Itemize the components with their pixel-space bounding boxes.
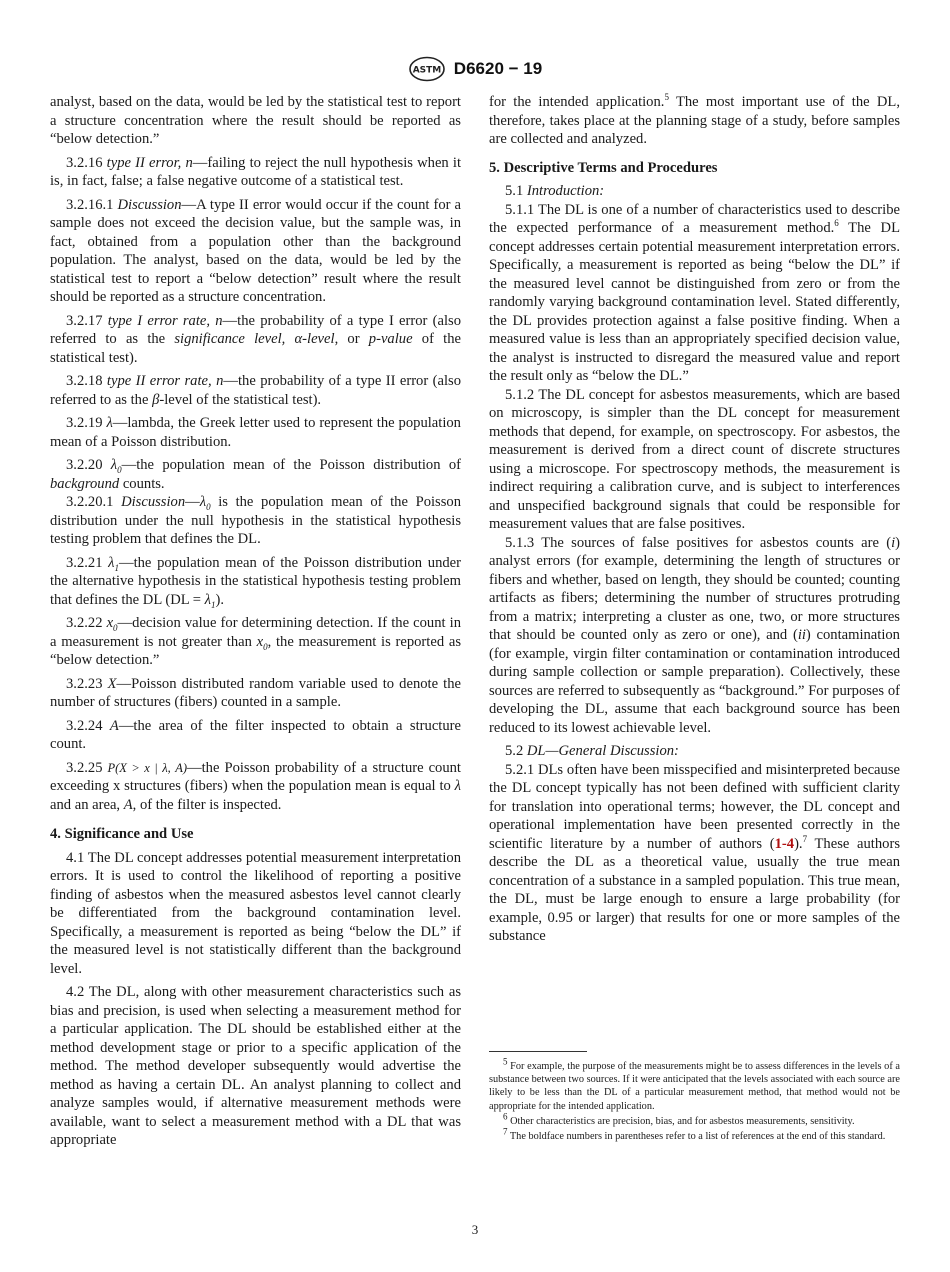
footnote-6: $^6$ Other characteristics are precision, bias, and for asbestos measurements, sensitivity. [503, 1111, 855, 1127]
footnote-marker-5: 5 [664, 92, 669, 103]
footnote-marker-6: 6 [834, 218, 839, 229]
footnote-marker-7: 7 [802, 833, 808, 844]
left-column [50, 93, 461, 1155]
paragraph-5-1-1: 5.1.1 The DL is one of a number of characteristics used to describe the expected performance of a measurement method.$^6$ The DL concept addresses certain potential measurement interpretation errors. Specifically, a measurement is reported as being “below the DL” if the measured level cannot be distinguished from zero or from the randomly varying background contamination level. Stated differently, the DL provides protection against a false positive finding. When a measured value is less than an appropriately specified decision value, the analyst is instructed to disregard the measured value and report the result only as “below the DL.” [489, 201, 900, 384]
definition-3-2-18: 3.2.18 type II error rate, n—the probability of a type II error (also referred to as the β-level of the statistical test). [50, 373, 462, 408]
document-number: D6620 − 19 [453, 59, 543, 78]
discussion-3-2-20-1: 3.2.20.1 $Discussion—\lambda_0$ is the population mean of the Poisson distribution under the null hypothesis in the statistical hypothesis testing problem that defines the DL. [50, 494, 462, 547]
subheading-5-1: 5.1 Introduction: [505, 183, 605, 199]
discussion-3-2-16-1: 3.2.16.1 Discussion—A type II error would occur if the count for a sample does not exceed the decision value, but the sample was, in fact, obtained from a population other than the background population. The analyst, based on the data, would be led by the statistical test to report a “below detection” result where the result should be reported as a structure concentration. [50, 196, 461, 305]
section-heading-4: 4. Significance and Use [50, 826, 194, 842]
footnote-divider [489, 1051, 587, 1052]
definition-3-2-21: 3.2.21 $\lambda_1—the$ population mean of the Poisson distribution under the alternative hypothesis in the statistical hypothesis testing problem that defines the DL $(DL = \lambda_1)$. [50, 554, 461, 610]
paragraph-continued-right: for the intended application.$^5$ The most important use of the DL, therefore, takes place at the planning stage of a study, before samples are collected and analyzed. [489, 92, 900, 147]
subheading-5-2: 5.2 DL—General Discussion: [505, 743, 679, 759]
definition-3-2-17: 3.2.17 type I error rate, n—the probability of a type I error (also referred to as the significance level, α-level, or p-value of the statistical test). [50, 312, 461, 366]
paragraph-4-1: 4.1 The DL concept addresses potential measurement interpretation errors. It is used to control the likelihood of reporting a positive finding of asbestos when the measured asbestos level cannot clearly be differentiated from the background contamination level. Specifically, a measurement is reported as being “below the DL” if the measured level is not statistically different than the background level. [50, 849, 461, 977]
definition-3-2-25: 3.2.25 P(X > x | λ, A)—the Poisson probability of a structure count exceeding x structures (fibers) when the population mean is equal to λ and an area, A, of the filter is inspected. [50, 759, 461, 813]
definition-3-2-23: 3.2.23 X—Poisson distributed random variable used to denote the number of structures (fibers) counted in a sample. [50, 675, 461, 710]
footnote-5: $^5$ For example, the purpose of the measurements might be to assess differences in the levels of a substance between two sources. If it were anticipated that the levels associated with each source are likely to be less than the DL of a particular measurement method, that method would not be appropriate for the intended application. [489, 1056, 900, 1112]
right-column [489, 93, 900, 951]
paragraph-5-1-3: 5.1.3 The sources of false positives for asbestos counts are (i) analyst errors (for example, determining the length of structures or fibers and whether, based on length, they should be counted; counting artifacts as fibers; determining the number of structures protruding from a matrix; interpreting a cluster as one, two, or more structures that should be counted only as zero or one), and (ii) contamination (for example, virgin filter contamination or contamination introduced during sample collection or sample preparation). Collectively, these sources are referred to subsequently as “background.” For purposes of developing the DL, assume that each background source has been reduced to its lowest achievable level. [489, 534, 900, 736]
section-heading-5: 5. Descriptive Terms and Procedures [489, 159, 718, 176]
svg-text:ASTM: ASTM [412, 65, 442, 76]
footnote-7: $^7$ The boldface numbers in parentheses refer to a list of references at the end of this standard. [503, 1126, 886, 1143]
definition-3-2-16: 3.2.16 type II error, n—failing to reject the null hypothesis when it is, in fact, false; a false negative outcome of a statistical test. [50, 154, 461, 189]
definition-3-2-22: 3.2.22 $x_0—decision$ value for determining detection. If the count in a measurement is not greater than $x_0$, the measurement is reported as “below detection.” [50, 615, 462, 668]
paragraph-5-2-1: 5.2.1 DLs often have been misspecified and misinterpreted because the DL concept typically has not been defined with sufficient clarity for translation into operational terms; however, the DL concept and operational implementation have been presented correctly in the scientific literature by a number of authors (1-4).$^7$ These authors describe the DL as a theoretical value, usually the true mean concentration of a substance in a sampled population. This true mean, the DL, must be large enough to ensure a large probability (for example, 0.95 or larger) that results for one or more samples of the substance [489, 761, 900, 944]
astm-logo-icon [408, 56, 446, 82]
definition-3-2-20: 3.2.20 $\lambda_0—the$ population mean of the Poisson distribution of background counts. [50, 457, 461, 492]
reference-link[interactable]: 1-4 [774, 835, 795, 852]
definition-3-2-24: 3.2.24 A—the area of the filter inspected to obtain a structure count. [50, 717, 461, 752]
page-number: 3 [471, 1222, 479, 1237]
definition-3-2-19: 3.2.19 λ—lambda, the Greek letter used to represent the population mean of a Poisson distribution. [50, 415, 461, 450]
paragraph-4-2: 4.2 The DL, along with other measurement characteristics such as bias and precision, is used when selecting a measurement method for a particular application. The DL should be established either at the method development stage or prior to a specific application of the method. The method developer subsequently would advertise the method as having a certain DL. An analyst planning to collect and analyze samples would, if alternative measurement methods were available, want to select a measurement method with a DL that was appropriate [50, 984, 461, 1148]
footnotes [489, 1056, 900, 1145]
page-header [0, 56, 950, 82]
paragraph-5-1-2: 5.1.2 The DL concept for asbestos measurements, which are based on microscopy, is simpler than the DL concept for measurement methods that depend, for example, on spectroscopy. For asbestos, the measurement is derived from a direct count of discrete structures using a microscope. For spectroscopy methods, the measurement is indirect requiring a calibration curve, and is subject to interferences and unspecified background signals that could be responsible for measurement values that are false positives. [489, 386, 900, 532]
paragraph-continued: analyst, based on the data, would be led by the statistical test to report a structure concentration where the result should be reported as “below detection.” [50, 94, 461, 147]
